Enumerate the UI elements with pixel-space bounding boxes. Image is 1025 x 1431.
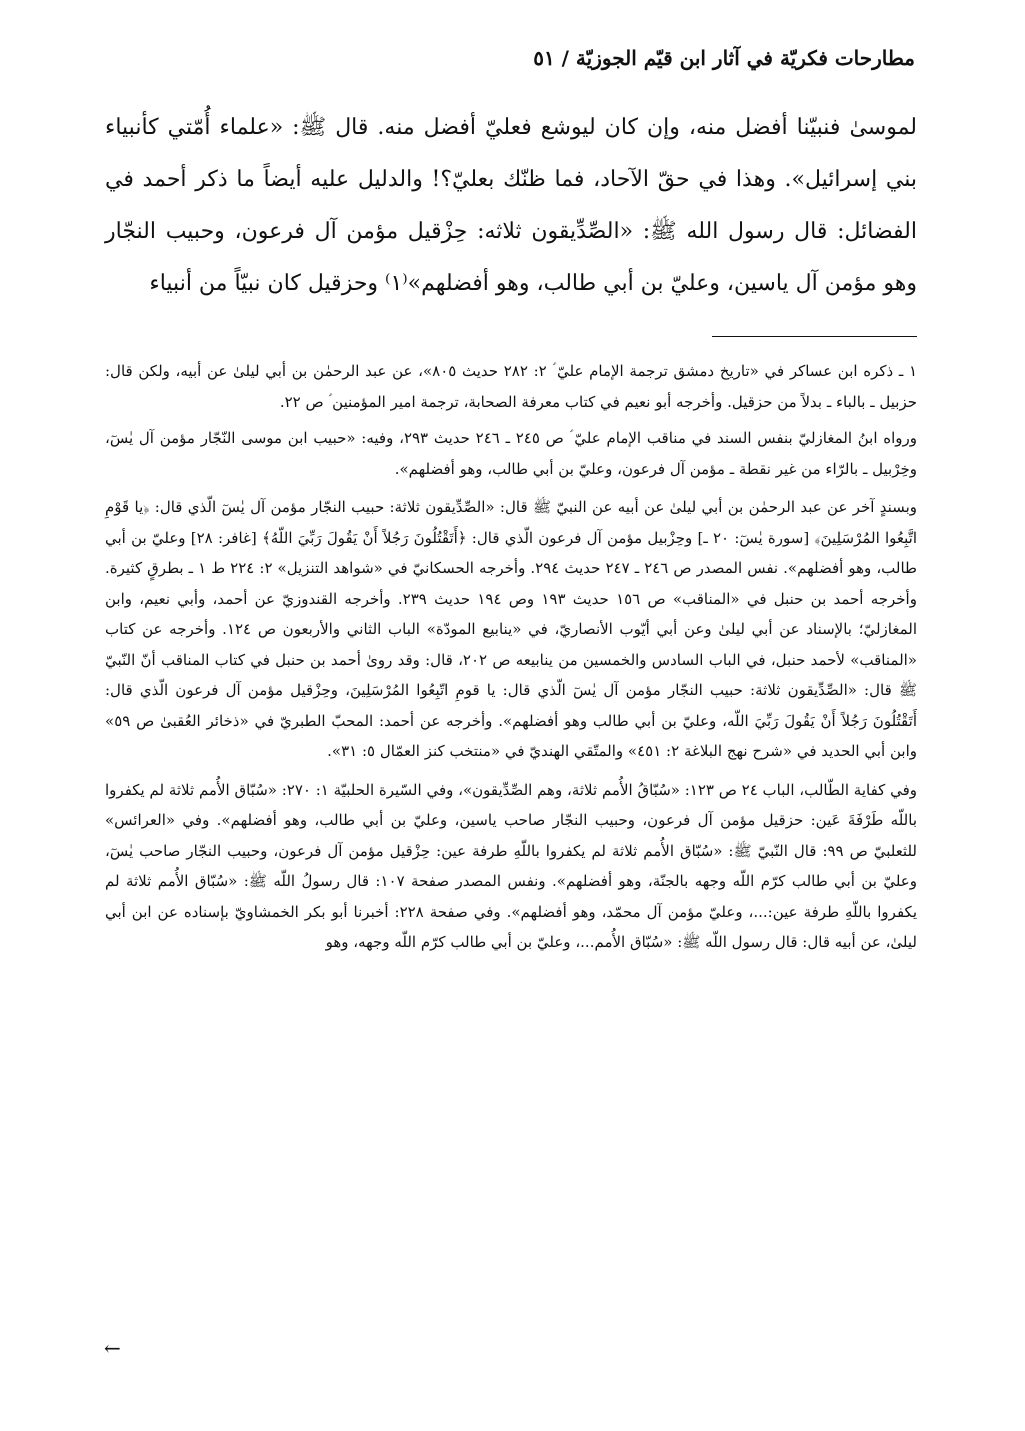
running-header-title: مطارحات فكريّة في آثار ابن قيّم الجوزيّة / ٥١ [533,46,915,70]
footnotes-section [105,356,917,966]
footnote-paragraph-1: ١ ـ ذكره ابن عساكر في «تاريخ دمشق ترجمة الإمام عليّ ؑ ٢: ٢٨٢ حديث ٨٠٥»، عن عبد الرحمٰن بن أبي ليلىٰ عن أبيه، ولكن قال: حزبيل ـ بالباء ـ بدلاً من حزقيل. وأخرجه أبو نعيم في كتاب معرفة الصحابة، ترجمة امير المؤمنين ؑ ص ٢٢. [105,362,917,411]
running-header [110,40,915,76]
continuation-arrow-icon: ← [104,1336,121,1360]
footnote-separator-rule [712,336,917,337]
footnote-paragraph-3: وبسندٍ آخر عن عبد الرحمٰن بن أبي ليلىٰ عن أبيه عن النبيّ ﷺ قال: «الصِّدِّيقون ثلاثة: حبيب النجّار مؤمن آل يٰسٓ الّذي قال: ﴿يا قَوْمِ اتَّبِعُوا المُرْسَلِينَ﴾ [سورة يٰسٓ: ٢٠ ـ] وحِزْبيل مؤمن آل فرعون الّذي قال: ﴿أَتَقْتُلُونَ رَجُلاً أَنْ يَقُولَ رَبِّيَ اللّهُ﴾ [غافر: ٢٨] وعليّ بن أبي طالب، وهو أفضلهم». نفس المصدر ص ٢٤٦ ـ ٢٤٧ حديث ٢٩٤. وأخرجه الحسكانيّ في «شواهد التنزيل» ٢: ٢٢٤ ط ١ ـ بطرقٍ كثيرة. وأخرجه أحمد بن حنبل في «المناقب» ص ١٥٦ حديث ١٩٣ وص ١٩٤ حديث ٢٣٩. وأخرجه القندوزيّ عن أحمد، وأبي نعيم، وابن المغازليّ؛ بالإسناد عن أبي ليلىٰ وعن أبي أيّوب الأنصاريّ، في «ينابيع المودّة» الباب الثاني والأربعون ص ١٢٤. وأخرجه عن كتاب «المناقب» لأحمد حنبل، في الباب السادس والخمسين من ينابيعه ص ٢٠٢، قال: وقد روىٰ أحمد بن حنبل في كتاب المناقب أنّ النّبيّ ﷺ قال: «الصِّدِّيقون ثلاثة: حبيب النجّار مؤمن آل يٰسٓ الّذي قال: يا قومِ اتّبِعُوا المُرْسَلِينَ، وحِزْقيل مؤمن آل فرعون الّذي قال: أَتَقْتُلُونَ رَجُلاً أَنْ يَقُولَ رَبِّيَ اللّه، وعليّ بن أبي طالب وهو أفضلهم». وأخرجه عن أحمد: المحبّ الطبريّ في «ذخائر العُقبىٰ ص ٥٩» وابن أبي الحديد في «شرح نهج البلاغة ٢: ٤٥١» والمتّقي الهنديّ في «منتخب كنز العمّال ٥: ٣١». [105,498,917,760]
footnote-paragraph-2: ورواه ابنُ المغازليّ بنفس السند في مناقب الإمام عليّ ؑ ص ٢٤٥ ـ ٢٤٦ حديث ٢٩٣، وفيه: «حبيب ابن موسى النّجّار مؤمن آل يٰسٓ، وخِرْبيل ـ بالرّاء من غير نقطة ـ مؤمن آل فرعون، وعليّ بن أبي طالب، وهو أفضلهم». [105,429,918,478]
main-paragraph: لموسىٰ فنبيّنا أفضل منه، وإن كان ليوشع فعليّ أفضل منه. قال ﷺ: «علماء أُمّتي كأنبياء بني إسرائيل». وهذا في حقّ الآحاد، فما ظنّك بعليّ؟! والدليل عليه أيضاً ما ذكر أحمد في الفضائل: قال رسول الله ﷺ: «الصِّدِّيقون ثلاثه: حِزْقيل مؤمن آل فرعون، وحبيب النجّار وهو مؤمن آل ياسين، وعليّ بن أبي طالب، وهو أفضلهم»⁽١⁾ وحزقيل كان نبيّاً من أنبياء [105,115,917,296]
main-body-text [105,102,917,310]
footnote-paragraph-4: وفي كفاية الطّالب، الباب ٢٤ ص ١٢٣: «سُبّاقُ الأُمم ثلاثة، وهم الصِّدِّيقون»، وفي السّيرة الحلبيّة ١: ٢٧٠: «سُبّاق الأُمم ثلاثة لم يكفروا باللّه طَرْفَةَ عَين: حزقيل مؤمن آل فرعون، وحبيب النجّار صاحب ياسين، وعليّ بن أبي طالب، وهو أفضلهم». وفي «العرائس» للثعلبيّ ص ٩٩: قال النّبيّ ﷺ: «سُبّاق الأُمم ثلاثة لم يكفروا باللّهِ طرفة عين: حِزْقيل مؤمن آل فرعون، وحبيب النجّار صاحب يٰسٓ، وعليّ بن أبي طالب كرّم اللّه وجهه بالجنّة، وهو أفضلهم». ونفس المصدر صفحة ١٠٧: قال رسولُ اللّه ﷺ: «سُبّاق الأُمم ثلاثة لم يكفروا باللّهِ طرفة عين:...، وعليّ مؤمن آل محمّد، وهو أفضلهم». وفي صفحة ٢٢٨: أخبرنا أبو بكر الخمشاويّ بإسناده عن ابن أبي ليلىٰ، عن أبيه قال: قال رسول اللّه ﷺ: «سُبّاق الأُمم...، وعليّ بن أبي طالب كرّم اللّه وجهه، وهو [105,780,918,951]
